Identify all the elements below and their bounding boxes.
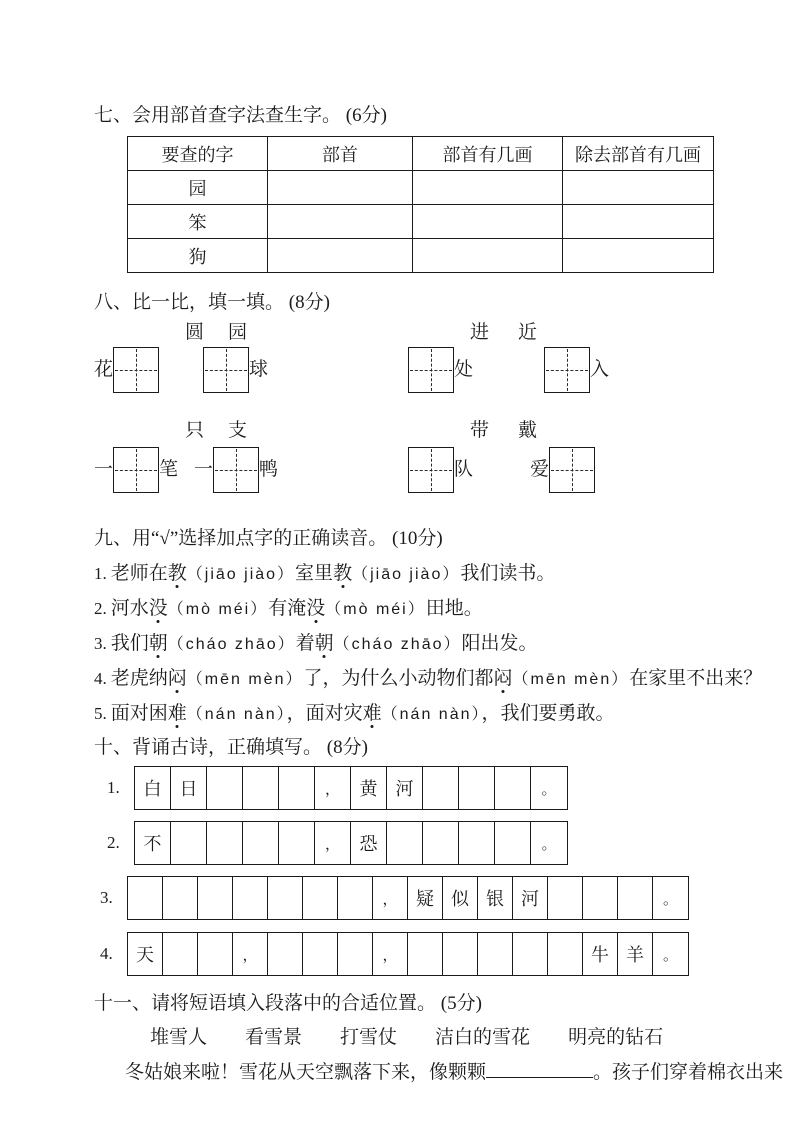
poem-cell-blank[interactable] <box>618 877 653 919</box>
answer-cell[interactable] <box>413 239 563 273</box>
dashed-line-h <box>215 470 257 471</box>
fill-blank[interactable] <box>486 1060 593 1078</box>
answer-cell[interactable] <box>413 171 563 205</box>
given-char: 爱 <box>530 459 550 480</box>
dashed-line-h <box>551 470 593 471</box>
paragraph-text: 。孩子们穿着棉衣出来 <box>593 1062 784 1083</box>
answer-cell[interactable] <box>563 239 714 273</box>
fill-box-item <box>203 347 268 393</box>
pinyin-options[interactable]: （jiāo jiào） <box>352 566 461 583</box>
choice-char: 园 <box>228 322 248 343</box>
poem-cell-blank[interactable] <box>548 933 583 975</box>
poem-cell-blank[interactable] <box>233 877 268 919</box>
table-row <box>128 171 714 205</box>
poem-cell-given: 黄 <box>351 767 387 809</box>
char-cell: 笨 <box>128 205 268 239</box>
worksheet-content <box>94 104 784 1086</box>
poem-cell-given: 天 <box>128 933 163 975</box>
poem-cell-blank[interactable] <box>338 933 373 975</box>
poem-row-number: 2. <box>107 833 120 852</box>
pinyin-options[interactable]: （mò méi） <box>167 601 269 618</box>
poem-cell-given: 疑 <box>408 877 443 919</box>
poem-cell-given: 羊 <box>618 933 653 975</box>
poem-cell-blank[interactable] <box>243 767 279 809</box>
pronunciation-item <box>94 668 763 691</box>
given-char: 入 <box>590 359 610 380</box>
section-9-items <box>94 563 763 726</box>
tianzige-box[interactable] <box>549 447 595 493</box>
dotted-char: 没 <box>148 598 168 619</box>
section-10-grids <box>94 766 754 976</box>
given-char: 处 <box>454 359 474 380</box>
poem-cell-blank[interactable] <box>338 877 373 919</box>
radical-lookup-table <box>127 136 714 273</box>
choice-char: 近 <box>518 322 538 343</box>
poem-row-number: 1. <box>107 778 120 797</box>
poem-grid-row <box>100 876 689 920</box>
poem-cell-given: 白 <box>135 767 171 809</box>
answer-cell[interactable] <box>563 171 714 205</box>
poem-cell-blank[interactable] <box>303 933 338 975</box>
tianzige-box[interactable] <box>213 447 259 493</box>
pinyin-options[interactable]: （cháo zhāo） <box>167 636 296 653</box>
given-char: 花 <box>94 359 114 380</box>
poem-cell-given: 。 <box>662 947 678 964</box>
poem-cell-blank[interactable] <box>548 877 583 919</box>
pronunciation-item <box>94 633 754 656</box>
poem-cell-blank[interactable] <box>478 933 513 975</box>
phrase-option[interactable]: 洁白的雪花 <box>435 1027 531 1048</box>
table-row <box>128 205 714 239</box>
dashed-line-h <box>205 370 247 371</box>
fill-box-item <box>94 347 159 393</box>
pronunciation-item <box>94 703 754 726</box>
section-9-title: 九、用“√”选择加点字的正确读音。 (10分) <box>94 528 443 549</box>
tianzige-box[interactable] <box>408 447 454 493</box>
poem-cell-blank[interactable] <box>128 877 163 919</box>
sentence-text: 阳出发。 <box>461 633 538 654</box>
poem-cell-blank[interactable] <box>423 822 459 864</box>
dashed-line-h <box>115 470 157 471</box>
phrase-option[interactable]: 打雪仗 <box>340 1027 398 1048</box>
poem-cell-given: ， <box>373 877 408 919</box>
poem-cell-blank[interactable] <box>279 767 315 809</box>
fill-box-item <box>530 447 595 493</box>
dotted-char: 朝 <box>148 633 168 654</box>
fill-box-item <box>194 447 278 493</box>
sentence-text: 我们 <box>110 633 149 654</box>
answer-cell[interactable] <box>268 171 413 205</box>
poem-cell-given: 日 <box>171 767 207 809</box>
dotted-char: 难 <box>167 703 187 724</box>
phrase-option[interactable]: 明亮的钻石 <box>568 1027 664 1048</box>
poem-row-number: 3. <box>100 888 113 907</box>
choice-char: 戴 <box>518 420 538 441</box>
tianzige-box[interactable] <box>408 347 454 393</box>
dashed-line-h <box>115 370 157 371</box>
sentence-text: 老虎纳 <box>110 668 168 689</box>
dotted-char: 教 <box>167 563 187 584</box>
poem-cell-given: ， <box>315 822 351 864</box>
sentence-text: 室里 <box>295 563 334 584</box>
poem-cell-blank[interactable] <box>268 933 303 975</box>
pinyin-options[interactable]: （nán nàn） <box>186 706 287 723</box>
given-char: 鸭 <box>259 459 279 480</box>
item-number: 2. <box>94 599 107 618</box>
poem-cell-blank[interactable] <box>303 877 338 919</box>
poem-cell-blank[interactable] <box>459 822 495 864</box>
poem-cell-blank[interactable] <box>207 767 243 809</box>
given-char: 一 <box>94 459 114 480</box>
dashed-line-h <box>546 370 588 371</box>
poem-cell-blank[interactable] <box>408 933 443 975</box>
sentence-text: ，我们要勇敢。 <box>481 703 615 724</box>
poem-cell-given: ， <box>315 767 351 809</box>
answer-cell[interactable] <box>268 205 413 239</box>
section-11 <box>94 992 784 1086</box>
section-10-title: 十、背诵古诗，正确填写。 (8分) <box>94 737 368 758</box>
poem-row-number: 4. <box>100 944 113 963</box>
poem-cell-given: 似 <box>443 877 478 919</box>
paragraph-text: 冬姑娘来啦！雪花从天空飘落下来，像颗颗 <box>125 1062 487 1083</box>
fill-boxes-row <box>94 447 754 493</box>
poem-cell-blank[interactable] <box>279 822 315 864</box>
poem-cell-blank[interactable] <box>207 822 243 864</box>
poem-cell-blank[interactable] <box>513 933 548 975</box>
poem-cell-blank[interactable] <box>163 933 198 975</box>
fill-box-item <box>408 447 473 493</box>
item-number: 3. <box>94 634 107 653</box>
sentence-text: 有淹 <box>268 598 307 619</box>
given-char: 球 <box>249 359 269 380</box>
phrase-options-row <box>150 1026 754 1050</box>
item-number: 1. <box>94 564 107 583</box>
phrase-option[interactable]: 堆雪人 <box>150 1027 208 1048</box>
sentence-text: 着 <box>295 633 315 654</box>
dashed-line-h <box>410 370 452 371</box>
fill-box-item <box>94 447 178 493</box>
poem-cell-blank[interactable] <box>583 877 618 919</box>
choice-char: 带 <box>470 420 490 441</box>
sentence-text: 老师在 <box>110 563 168 584</box>
poem-cell-given: 河 <box>513 877 548 919</box>
given-char: 笔 <box>159 459 179 480</box>
choice-char: 只 <box>185 420 205 441</box>
poem-cell-blank[interactable] <box>495 767 531 809</box>
tianzige-box[interactable] <box>113 347 159 393</box>
item-number: 4. <box>94 669 107 688</box>
answer-cell[interactable] <box>268 239 413 273</box>
dotted-char: 朝 <box>314 633 334 654</box>
poem-cell-blank[interactable] <box>198 933 233 975</box>
pinyin-options[interactable]: （mēn mèn） <box>512 671 630 688</box>
sentence-text: 我们读书。 <box>460 563 556 584</box>
poem-cell-given: 河 <box>387 767 423 809</box>
sentence-text: 面对困 <box>110 703 168 724</box>
poem-cell-blank[interactable] <box>387 822 423 864</box>
section-8-title: 八、比一比，填一填。 (8分) <box>94 292 330 313</box>
poem-grid-row <box>100 932 689 976</box>
dotted-char: 闷 <box>493 668 513 689</box>
answer-cell[interactable] <box>563 205 714 239</box>
sentence-text: 河水 <box>110 598 149 619</box>
poem-cell-given: 。 <box>541 836 557 853</box>
table-header-cell: 要查的字 <box>128 137 268 171</box>
section-7-title: 七、会用部首查字法查生字。 (6分) <box>94 105 387 126</box>
dotted-char: 教 <box>333 563 353 584</box>
poem-cell-blank[interactable] <box>459 767 495 809</box>
section-8 <box>94 291 754 493</box>
dotted-char: 难 <box>362 703 382 724</box>
pinyin-options[interactable]: （mēn mèn） <box>186 671 304 688</box>
poem-grid-row <box>107 766 568 810</box>
poem-cell-blank[interactable] <box>443 933 478 975</box>
sentence-text: 在家里不出来？ <box>629 668 763 689</box>
char-cell: 园 <box>128 171 268 205</box>
choice-char: 支 <box>228 420 248 441</box>
poem-cell-given: 。 <box>541 781 557 798</box>
poem-cell-blank[interactable] <box>423 767 459 809</box>
tianzige-box[interactable] <box>113 447 159 493</box>
poem-cell-blank[interactable] <box>495 822 531 864</box>
phrase-option[interactable]: 看雪景 <box>245 1027 303 1048</box>
section-11-title: 十一、请将短语填入段落中的合适位置。 (5分) <box>94 993 482 1014</box>
answer-cell[interactable] <box>413 205 563 239</box>
table-header-row <box>128 137 714 171</box>
item-number: 5. <box>94 704 107 723</box>
poem-cell-given: ， <box>233 933 268 975</box>
char-cell: 狗 <box>128 239 268 273</box>
section-10 <box>94 736 754 976</box>
choice-labels-row <box>94 419 754 443</box>
paragraph-line <box>125 1060 784 1086</box>
tianzige-box[interactable] <box>544 347 590 393</box>
section-7 <box>94 104 754 273</box>
fill-boxes-row <box>94 347 754 393</box>
poem-cell-given: 不 <box>135 822 171 864</box>
pronunciation-item <box>94 563 754 586</box>
table-header-cell: 除去部首有几画 <box>563 137 714 171</box>
table-header-cell: 部首 <box>268 137 413 171</box>
poem-cell-blank[interactable] <box>163 877 198 919</box>
pinyin-options[interactable]: （nán nàn） <box>381 706 482 723</box>
given-char: 一 <box>194 459 214 480</box>
sentence-text: 了，为什么小动物们都 <box>303 668 494 689</box>
section-8-body <box>94 321 754 493</box>
table-header-cell: 部首有几画 <box>413 137 563 171</box>
table-row <box>128 239 714 273</box>
pronunciation-item <box>94 598 754 621</box>
poem-cell-given: 银 <box>478 877 513 919</box>
sentence-text: ，面对灾 <box>286 703 363 724</box>
poem-cell-given: 恐 <box>351 822 387 864</box>
poem-cell-given: 牛 <box>583 933 618 975</box>
choice-char: 进 <box>470 322 490 343</box>
tianzige-box[interactable] <box>203 347 249 393</box>
poem-grid-row <box>107 821 568 865</box>
given-char: 队 <box>454 459 474 480</box>
sentence-text: 田地。 <box>425 598 483 619</box>
dashed-line-h <box>410 470 452 471</box>
poem-cell-blank[interactable] <box>198 877 233 919</box>
poem-cell-blank[interactable] <box>268 877 303 919</box>
choice-char: 圆 <box>185 322 205 343</box>
choice-labels-row <box>94 321 754 345</box>
pinyin-options[interactable]: （cháo zhāo） <box>333 636 462 653</box>
pinyin-options[interactable]: （mò méi） <box>325 601 426 618</box>
poem-cell-given: ， <box>373 933 408 975</box>
section-9 <box>94 527 763 726</box>
fill-box-item <box>408 347 473 393</box>
poem-cell-blank[interactable] <box>171 822 207 864</box>
pinyin-options[interactable]: （jiāo jiào） <box>186 566 296 583</box>
dotted-char: 没 <box>306 598 326 619</box>
poem-cell-given: 。 <box>662 891 678 908</box>
dotted-char: 闷 <box>167 668 187 689</box>
poem-cell-blank[interactable] <box>243 822 279 864</box>
fill-box-item <box>544 347 609 393</box>
